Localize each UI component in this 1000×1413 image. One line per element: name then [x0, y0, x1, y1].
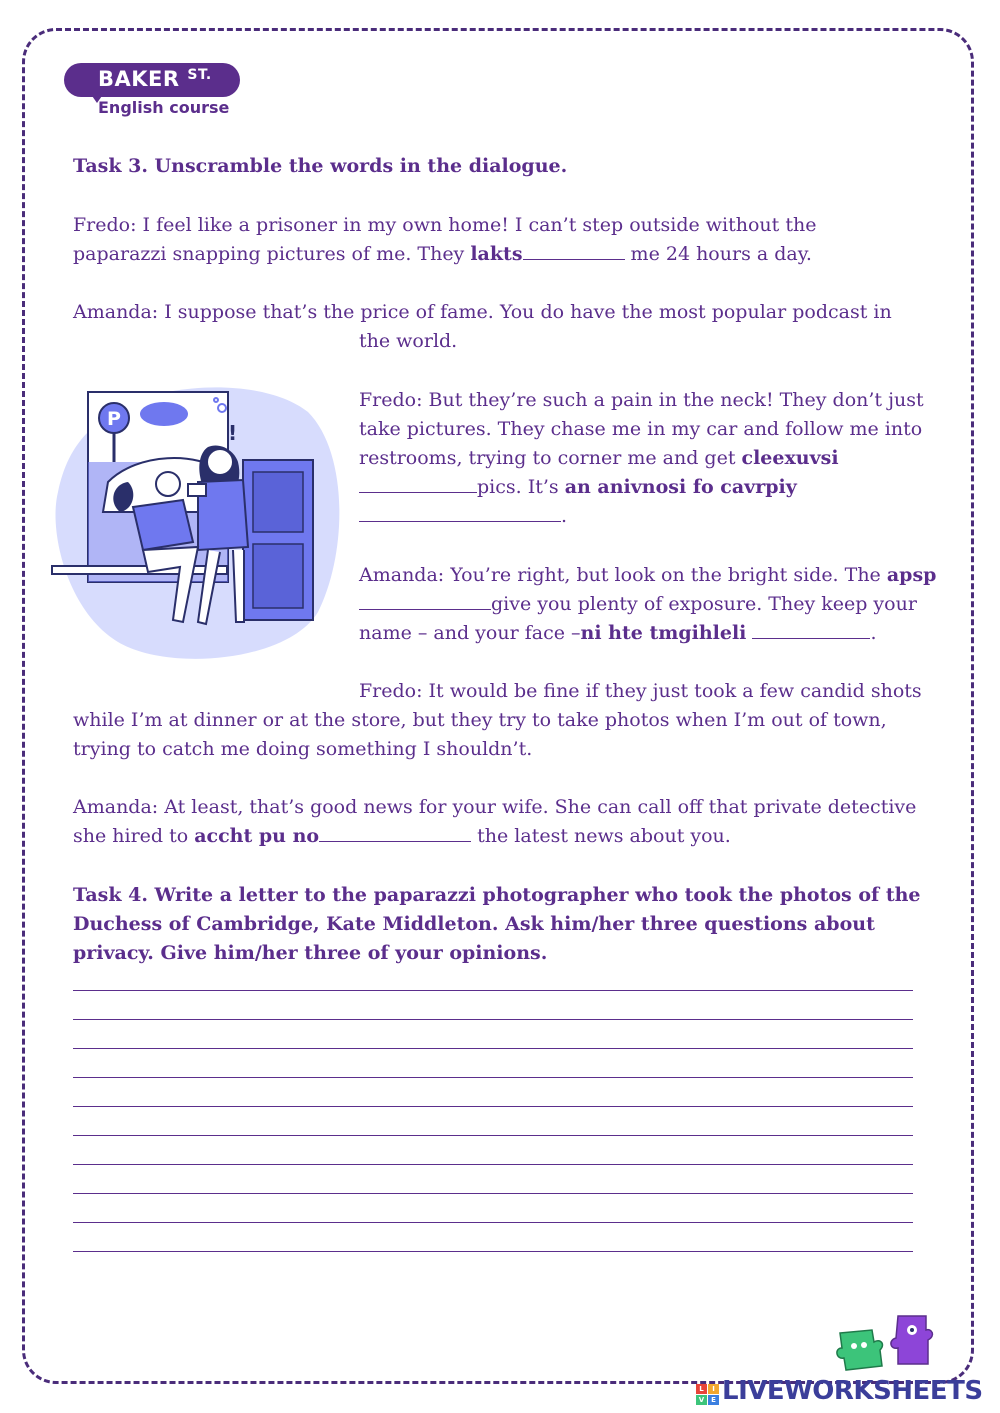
scrambled-word: apsp: [886, 564, 937, 586]
dialogue-text: Fredo: I feel like a prisoner in my own home! I can’t step outside without the paparazzi snapping pictures of me. They: [73, 214, 817, 265]
writing-line[interactable]: [73, 1222, 913, 1223]
answer-blank[interactable]: [359, 591, 491, 610]
dialogue-text: Amanda: You’re right, but look on the bright side. The: [359, 564, 887, 586]
writing-line[interactable]: [73, 1106, 913, 1107]
logo-name: [98, 67, 212, 91]
dialogue-line-2b: the world.: [359, 330, 458, 352]
badge-letter: E: [708, 1395, 719, 1405]
answer-blank[interactable]: [359, 474, 477, 493]
dialogue-text: pics. It’s: [477, 476, 565, 498]
writing-line[interactable]: [73, 1135, 913, 1136]
puzzle-mascots-icon: [832, 1308, 942, 1378]
writing-line[interactable]: [73, 1048, 913, 1049]
answer-blank[interactable]: [523, 241, 625, 260]
scrambled-word: lakts: [470, 243, 523, 265]
task3-title: Task 3. Unscramble the words in the dialogue.: [73, 155, 568, 177]
dialogue-text: .: [870, 622, 877, 644]
dialogue-line-4: [359, 561, 939, 648]
answer-blank[interactable]: [752, 620, 870, 639]
svg-text:P: P: [107, 408, 121, 430]
writing-line[interactable]: [73, 1193, 913, 1194]
logo-name-suffix: ST.: [187, 67, 212, 83]
writing-line[interactable]: [73, 1251, 913, 1252]
paparazzi-illustration: [48, 372, 344, 668]
scrambled-word: ni hte tmgihleli: [580, 622, 747, 644]
writing-line[interactable]: [73, 990, 913, 991]
badge-letter: L: [696, 1384, 707, 1394]
writing-line[interactable]: [73, 1077, 913, 1078]
liveworksheets-wordmark: LIVEWORKSHEETS: [722, 1376, 983, 1406]
dialogue-text: .: [561, 505, 568, 527]
liveworksheets-badge-icon: [696, 1384, 720, 1406]
dialogue-text: me 24 hours a day.: [624, 243, 812, 265]
task4-title: Task 4. Write a letter to the paparazzi photographer who took the photos of the Duchess of Cambridge, Kate Middleton. Ask him/her three questions about privacy. Give him/her three of your opinions.: [73, 884, 921, 964]
dialogue-line-6: [73, 793, 943, 851]
dialogue-line-1: [73, 211, 853, 269]
badge-letter: V: [696, 1395, 707, 1405]
dialogue-text: Amanda: At least, that’s good news for your wife. She can call off that private detective she hired to: [73, 796, 917, 847]
logo-name-main: BAKER: [98, 67, 180, 91]
dialogue-text: give you plenty of exposure. They keep your name – and your face –: [359, 593, 917, 644]
dialogue-line-5b: while I’m at dinner or at the store, but they try to take photos when I’m out of town, trying to catch me doing something I shouldn’t.: [73, 709, 887, 760]
badge-letter: I: [708, 1384, 719, 1394]
scrambled-word: cleexuvsi: [741, 447, 839, 469]
answer-blank[interactable]: [319, 823, 471, 842]
dialogue-text: the latest news about you.: [471, 825, 731, 847]
dialogue-line-5a: Fredo: It would be fine if they just took a few candid shots: [359, 680, 922, 702]
scrambled-word: an anivnosi fo cavrpiy: [564, 476, 797, 498]
answer-blank[interactable]: [359, 503, 561, 522]
writing-line[interactable]: [73, 1164, 913, 1165]
svg-text:!: !: [228, 421, 238, 445]
writing-line[interactable]: [73, 1019, 913, 1020]
dialogue-text: Fredo: But they’re such a pain in the neck! They don’t just take pictures. They chase me in my car and follow me into restrooms, trying to corner me and get: [359, 389, 924, 469]
baker-st-logo: [64, 63, 242, 119]
dialogue-line-2a: Amanda: I suppose that’s the price of fame. You do have the most popular podcast in: [73, 301, 892, 323]
liveworksheets-brand: [696, 1376, 996, 1410]
scrambled-word: accht pu no: [194, 825, 320, 847]
dialogue-line-3: [359, 386, 939, 531]
logo-subtitle: English course: [98, 98, 230, 117]
